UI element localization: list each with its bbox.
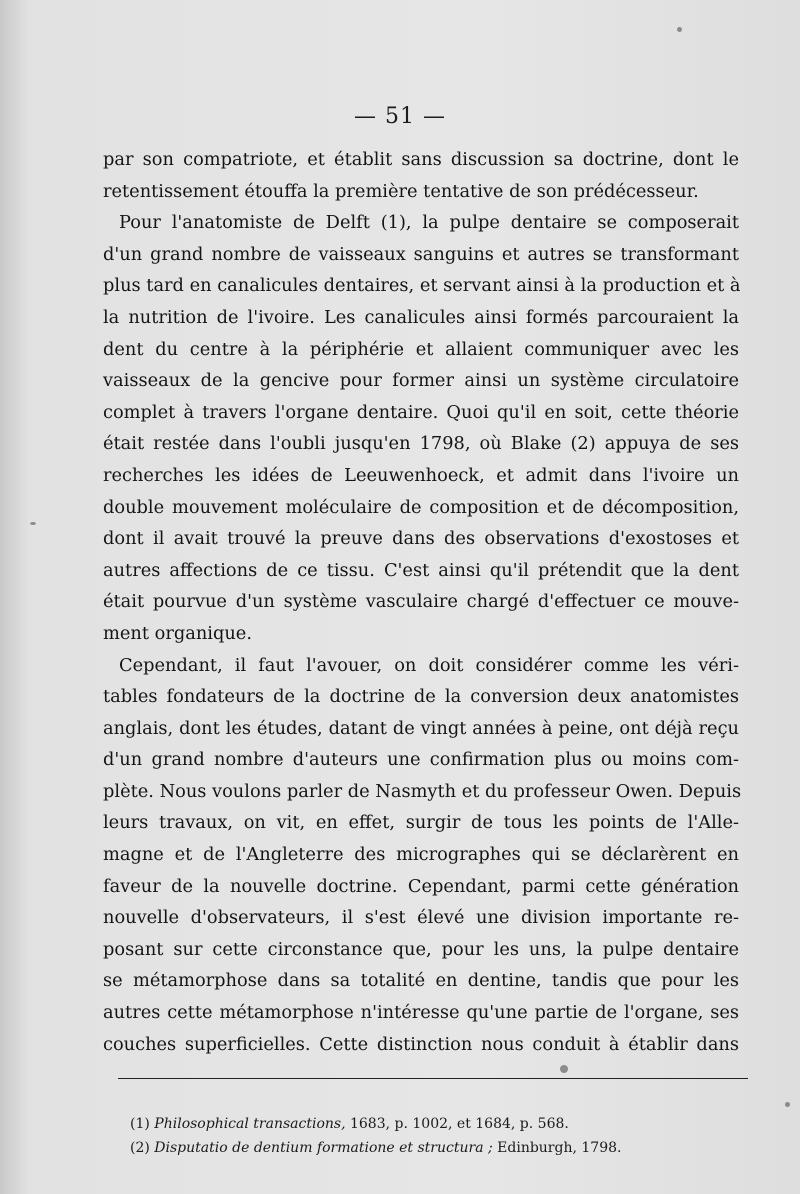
text-line: magne et de l'Angleterre des micrographes qui se déclarèrent en bbox=[103, 844, 739, 866]
footnote-divider bbox=[118, 1078, 748, 1079]
text-line: d'un grand nombre de vaisseaux sanguins et autres se transformant bbox=[103, 243, 739, 265]
text-line: anglais, dont les études, datant de vingt années à peine, ont déjà reçu bbox=[103, 717, 739, 739]
text-line: ment organique. bbox=[103, 622, 252, 644]
footnote-title: Disputatio de dentium formatione et structura ; bbox=[154, 1140, 493, 1156]
text-line: posant sur cette circonstance que, pour les uns, la pulpe dentaire bbox=[103, 938, 739, 960]
text-line: vaisseaux de la gencive pour former ainsi un système circulatoire bbox=[103, 370, 739, 392]
text-line: se métamorphose dans sa totalité en dentine, tandis que pour les bbox=[103, 970, 739, 992]
paper-speck bbox=[785, 1102, 790, 1107]
paper-speck bbox=[560, 1065, 568, 1073]
text-line: couches superficielles. Cette distinction nous conduit à établir dans bbox=[103, 1033, 739, 1055]
footnote-reference: 1683, p. 1002, et 1684, p. 568. bbox=[345, 1116, 569, 1132]
footnote-title: Philosophical transactions, bbox=[154, 1116, 346, 1132]
text-line: tables fondateurs de la doctrine de la conversion deux anatomistes bbox=[103, 686, 739, 708]
footnote-marker: (2) bbox=[130, 1140, 150, 1156]
paper-speck bbox=[30, 522, 36, 525]
text-line: autres affections de ce tissu. C'est ainsi qu'il prétendit que la dent bbox=[103, 559, 739, 581]
footnote-1 bbox=[130, 1112, 690, 1136]
text-line: d'un grand nombre d'auteurs une confirmation plus ou moins com- bbox=[103, 749, 739, 771]
text-line: recherches les idées de Leeuwenhoeck, et admit dans l'ivoire un bbox=[103, 464, 739, 486]
footnote-reference: Edinburgh, 1798. bbox=[492, 1140, 622, 1156]
body-text bbox=[103, 144, 742, 1060]
text-line: retentissement étouffa la première tentative de son prédécesseur. bbox=[103, 180, 699, 202]
text-line: était restée dans l'oubli jusqu'en 1798, où Blake (2) appuya de ses bbox=[103, 433, 739, 455]
text-line: double mouvement moléculaire de composition et de décomposition, bbox=[103, 496, 739, 518]
text-line: nouvelle d'observateurs, il s'est élevé une division importante re- bbox=[103, 907, 739, 929]
text-line: par son compatriote, et établit sans discussion sa doctrine, dont le bbox=[103, 149, 739, 170]
text-line: plète. Nous voulons parler de Nasmyth et du professeur Owen. Depuis bbox=[103, 780, 742, 802]
text-line: dont il avait trouvé la preuve dans des observations d'exostoses et bbox=[103, 528, 739, 550]
text-line: faveur de la nouvelle doctrine. Cependant, parmi cette génération bbox=[103, 875, 739, 897]
text-line: plus tard en canalicules dentaires, et servant ainsi à la production et à bbox=[103, 275, 741, 297]
text-line: leurs travaux, on vit, en effet, surgir de tous les points de l'Alle- bbox=[103, 812, 739, 834]
paper-speck bbox=[677, 27, 682, 32]
footnotes bbox=[130, 1112, 690, 1160]
text-line: la nutrition de l'ivoire. Les canalicules ainsi formés parcouraient la bbox=[103, 306, 739, 328]
text-line: autres cette métamorphose n'intéresse qu'une partie de l'organe, ses bbox=[103, 1002, 739, 1024]
page-number: — 51 — bbox=[354, 104, 446, 129]
text-line: était pourvue d'un système vasculaire chargé d'effectuer ce mouve- bbox=[103, 591, 739, 613]
text-line: dent du centre à la périphérie et allaient communiquer avec les bbox=[103, 338, 739, 360]
text-line: Pour l'anatomiste de Delft (1), la pulpe dentaire se composerait bbox=[119, 212, 739, 234]
text-line: Cependant, il faut l'avouer, on doit considérer comme les véri- bbox=[119, 654, 739, 676]
footnote-2 bbox=[130, 1136, 690, 1160]
text-line: complet à travers l'organe dentaire. Quoi qu'il en soit, cette théorie bbox=[103, 401, 739, 423]
footnote-marker: (1) bbox=[130, 1116, 150, 1132]
